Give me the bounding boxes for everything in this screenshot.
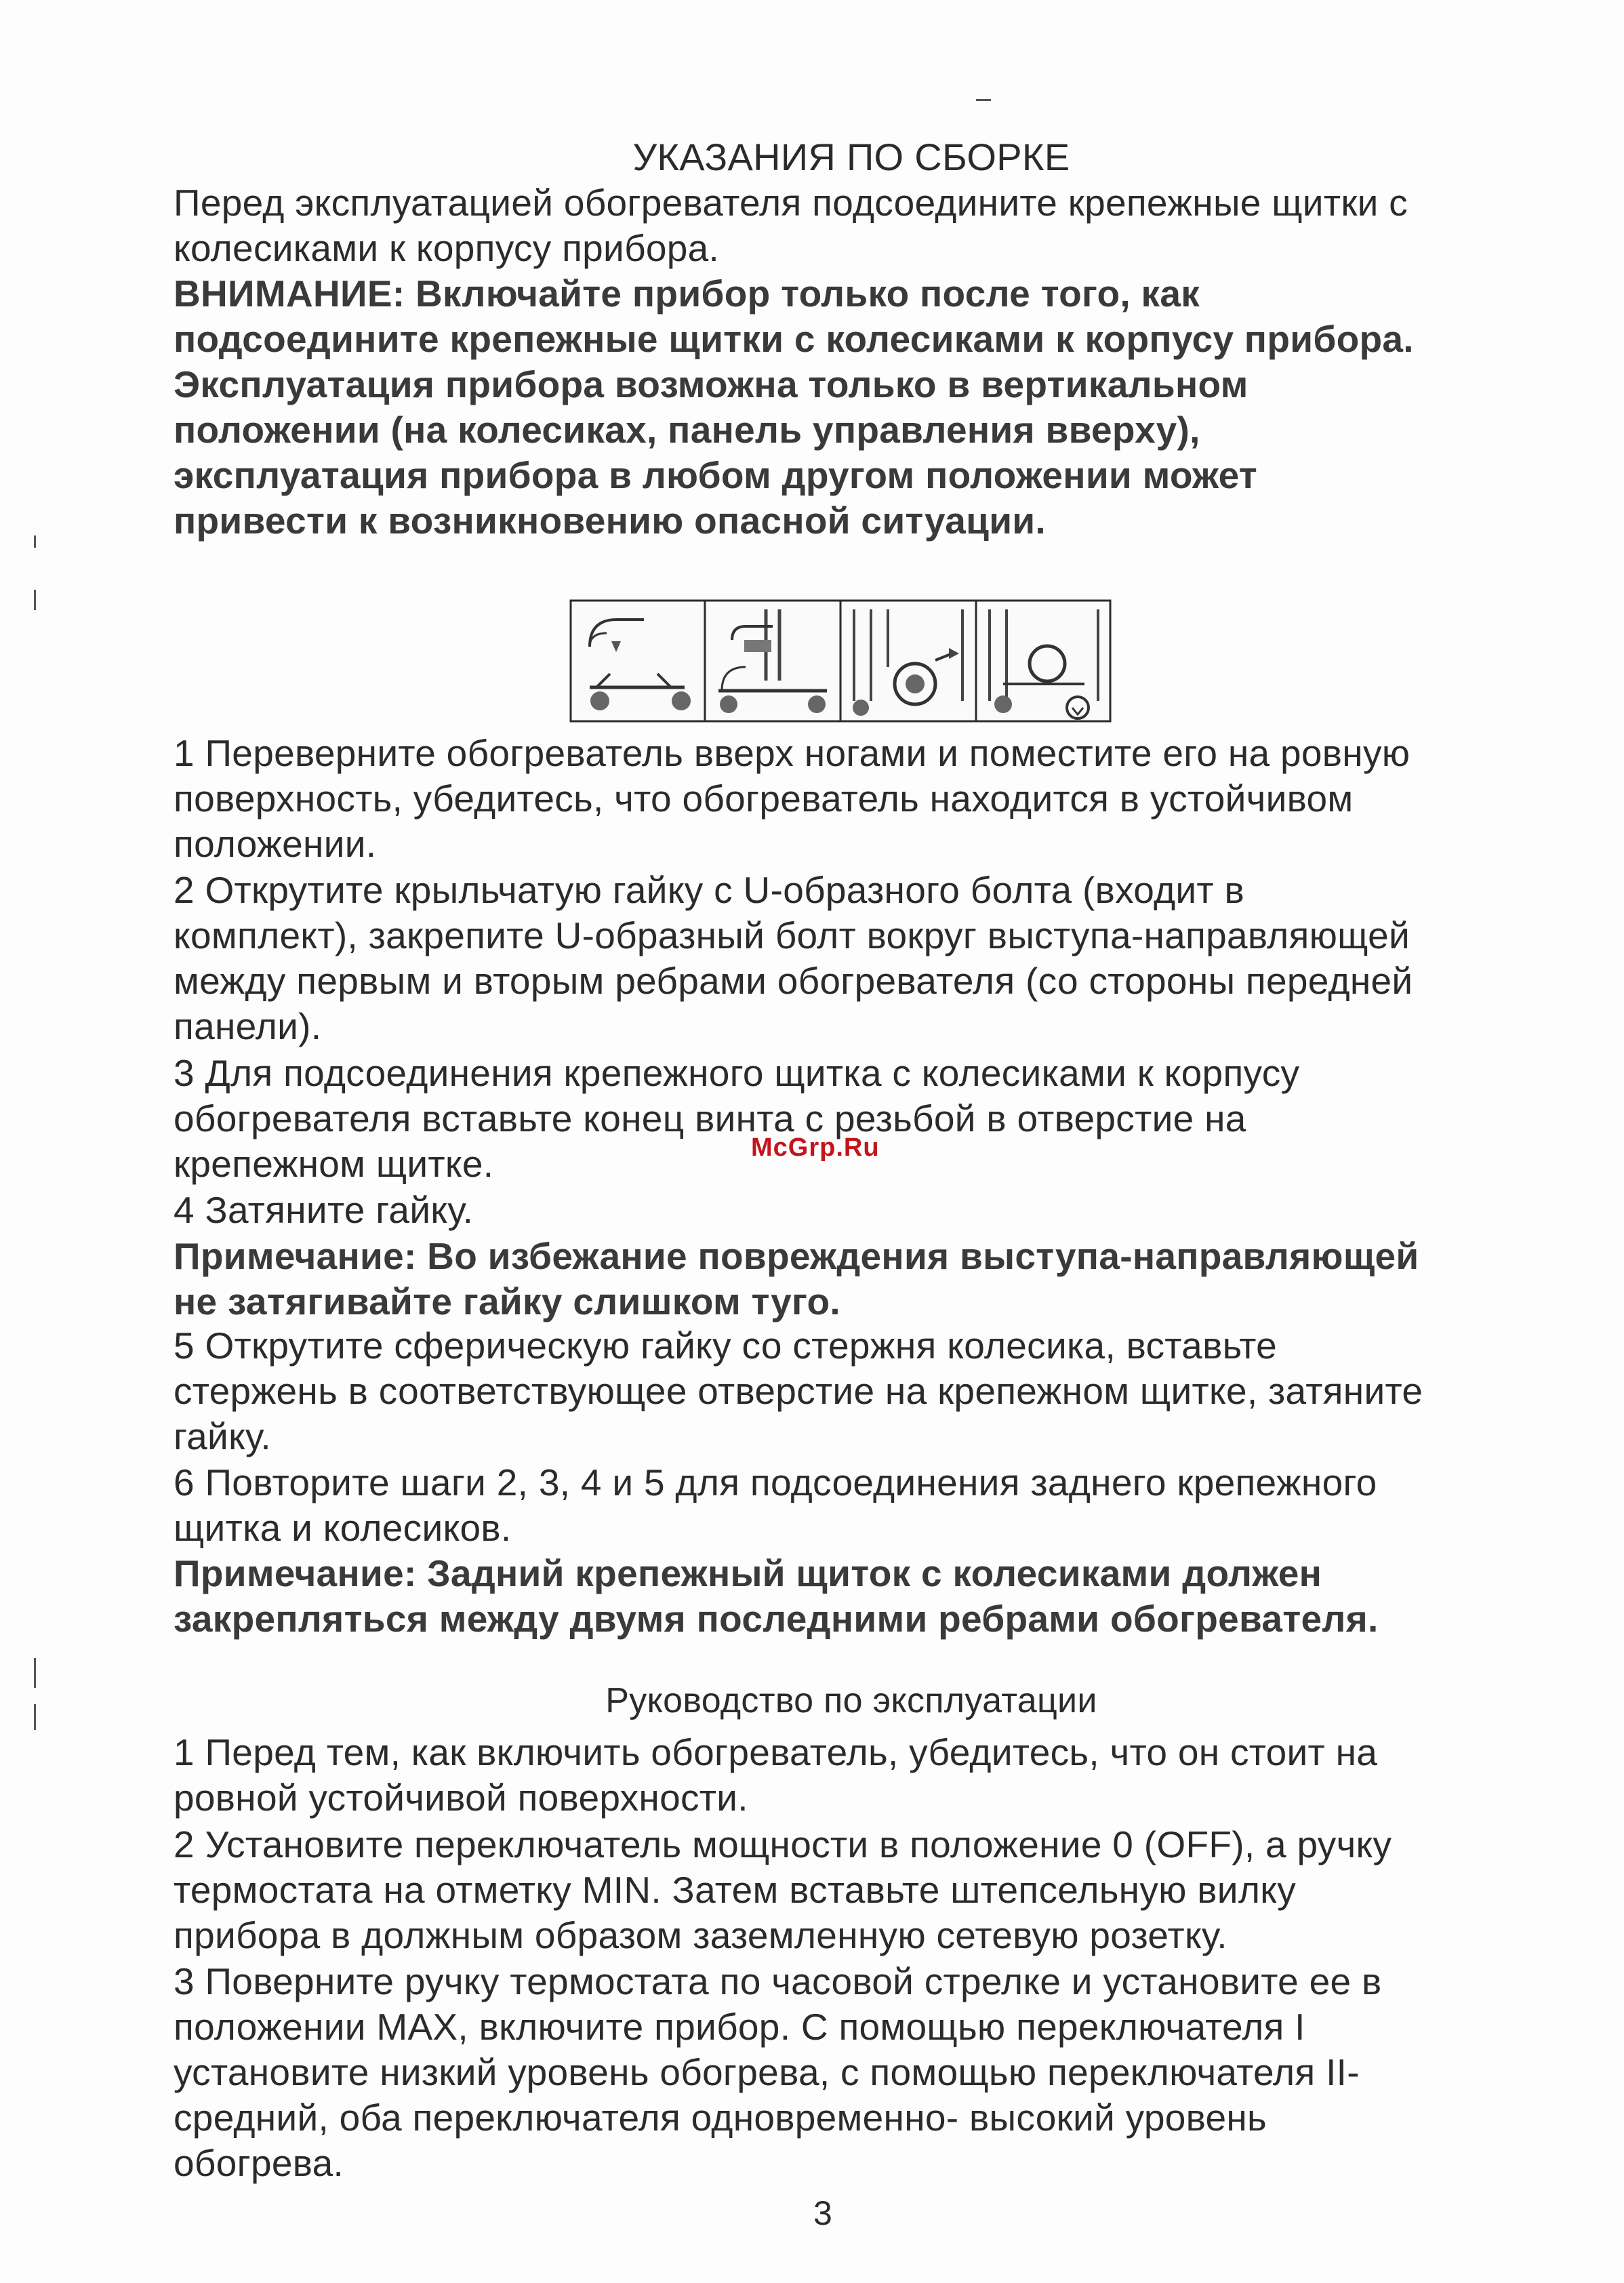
step-4: 4 Затяните гайку. xyxy=(174,1189,474,1231)
operation-title: Руководство по эксплуатации xyxy=(605,1681,1097,1720)
scan-artifact-left-2 xyxy=(34,590,36,610)
scan-artifact-left-4 xyxy=(34,1704,36,1730)
assembly-illustration xyxy=(569,599,1112,723)
scan-artifact-left-3 xyxy=(34,1658,36,1688)
page-number: 3 xyxy=(813,2194,832,2232)
operation-step-2: 2 Установите переключатель мощности в положение 0 (OFF), а ручку термостата на отметку MIN. Затем вставьте штепсельную вилку прибора в должным образом заземленную сетевую розетку. xyxy=(174,1823,1392,1956)
step-1: 1 Переверните обогреватель вверх ногами и поместите его на ровную поверхность, убедитесь, что обогреватель находится в устойчивом положении. xyxy=(174,732,1410,865)
step-3: 3 Для подсоединения крепежного щитка с колесиками к корпусу обогревателя вставьте конец винта с резьбой в отверстие на крепежном щитке. xyxy=(174,1052,1300,1185)
watermark: McGrp.Ru xyxy=(751,1133,880,1162)
step-2: 2 Открутите крыльчатую гайку с U-образного болта (входит в комплект), закрепите U-образный болт вокруг выступа-направляющей между первым и вторым ребрами обогревателя (со стороны передней панели). xyxy=(174,869,1413,1047)
scan-artifact-left-1 xyxy=(34,536,36,548)
note-2: Примечание: Задний крепежный щиток с колесиками должен закрепляться между двумя последними ребрами обогревателя. xyxy=(174,1552,1379,1640)
page-title: УКАЗАНИЯ ПО СБОРКЕ xyxy=(632,136,1070,178)
intro-paragraph: Перед эксплуатацией обогревателя подсоедините крепежные щитки с колесиками к корпусу прибора. xyxy=(174,182,1408,269)
step-5: 5 Открутите сферическую гайку со стержня колесика, вставьте стержень в соответствующее отверстие на крепежном щитке, затяните гайку. xyxy=(174,1325,1423,1457)
warning-paragraph: ВНИМАНИЕ: Включайте прибор только после того, как подсоедините крепежные щитки с колесиками к корпусу прибора. Эксплуатация прибора возможна только в вертикальном положении (на колесиках, панель управления вверху), эксплуатация прибора в любом другом положении может привести к возникновению опасной ситуации. xyxy=(174,272,1414,542)
scan-artifact-top xyxy=(976,99,991,101)
operation-step-3: 3 Поверните ручку термостата по часовой стрелке и установите ее в положении MAX, включите прибор. С помощью переключателя I установите низкий уровень обогрева, с помощью переключателя II- средний, оба переключателя одновременно- высокий уровень обогрева. xyxy=(174,1960,1382,2184)
operation-step-1: 1 Перед тем, как включить обогреватель, убедитесь, что он стоит на ровной устойчивой поверхности. xyxy=(174,1731,1378,1819)
step-6: 6 Повторите шаги 2, 3, 4 и 5 для подсоединения заднего крепежного щитка и колесиков. xyxy=(174,1461,1377,1549)
note-1: Примечание: Во избежание повреждения выступа-направляющей не затягивайте гайку слишком туго. xyxy=(174,1235,1419,1322)
